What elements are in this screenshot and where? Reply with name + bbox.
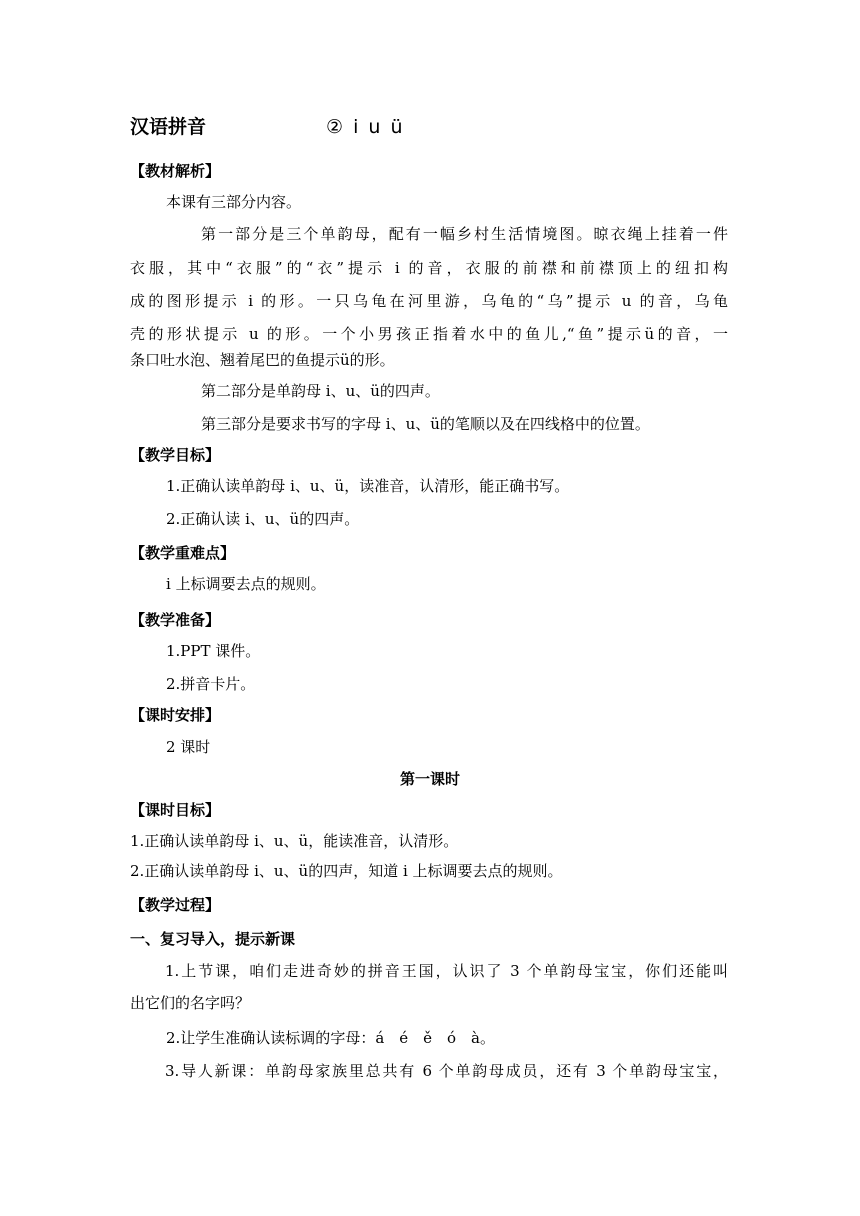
- schedule-text: 2 课时: [166, 738, 211, 756]
- lesson-goal-item: 1.正确认读单韵母 i、u、ü，能读准音，认清形。: [130, 832, 459, 850]
- analysis-paragraph-line: 成的图形提示 i 的形。一只乌龟在河里游，乌龟的“乌”提示 u 的音，乌龟: [130, 292, 728, 310]
- lesson-goal-item: 2.正确认读单韵母 i、u、ü的四声，知道 i 上标调要去点的规则。: [130, 862, 563, 880]
- step1-item-2: 2.让学生准确认读标调的字母：á é ě ó à。: [166, 1029, 495, 1047]
- analysis-paragraph-line: 条口吐水泡、翘着尾巴的鱼提示ü的形。: [130, 351, 395, 369]
- step1-heading: 一、复习导入，提示新课: [130, 930, 296, 948]
- analysis-part3: 第三部分是要求书写的字母 i、u、ü的笔顺以及在四线格中的位置。: [201, 415, 650, 433]
- step1-paragraph-line: 1.上节课，咱们走进奇妙的拼音王国，认识了 3 个单韵母宝宝，你们还能叫: [165, 962, 728, 980]
- goals-heading: 【教学目标】: [130, 446, 221, 464]
- lesson1-title: 第一课时: [399, 770, 460, 788]
- prep-item: 1.PPT 课件。: [166, 642, 261, 660]
- process-heading: 【教学过程】: [130, 896, 221, 914]
- key-points-text: i 上标调要去点的规则。: [166, 575, 326, 593]
- analysis-paragraph-line: 第一部分是三个单韵母，配有一幅乡村生活情境图。晾衣绳上挂着一件: [201, 225, 728, 243]
- key-points-heading: 【教学重难点】: [130, 544, 236, 562]
- analysis-paragraph-line: 衣服，其中“衣服”的“衣”提示 i 的音，衣服的前襟和前襟顶上的纽扣构: [130, 259, 728, 277]
- analysis-paragraph-line: 壳的形状提示 u 的形。一个小男孩正指着水中的鱼儿,“鱼”提示ü的音，一: [130, 325, 728, 343]
- schedule-heading: 【课时安排】: [130, 706, 221, 724]
- prep-heading: 【教学准备】: [130, 611, 221, 629]
- goal-item: 1.正确认读单韵母 i、u、ü，读准音，认清形，能正确书写。: [166, 477, 570, 495]
- lesson-title: 汉语拼音: [130, 116, 207, 138]
- analysis-intro: 本课有三部分内容。: [166, 193, 302, 211]
- goal-item: 2.正确认读 i、u、ü的四声。: [166, 510, 360, 528]
- analysis-heading: 【教材解析】: [130, 162, 221, 180]
- analysis-part2: 第二部分是单韵母 i、u、ü的四声。: [201, 382, 440, 400]
- lesson-goals-heading: 【课时目标】: [130, 801, 221, 819]
- step1-paragraph-line: 出它们的名字吗？: [130, 994, 251, 1012]
- prep-item: 2.拼音卡片。: [166, 675, 256, 693]
- step1-item-3: 3.导人新课：单韵母家族里总共有 6 个单韵母成员，还有 3 个单韵母宝宝，: [165, 1062, 728, 1080]
- lesson-subtitle: ② i u ü: [326, 116, 405, 138]
